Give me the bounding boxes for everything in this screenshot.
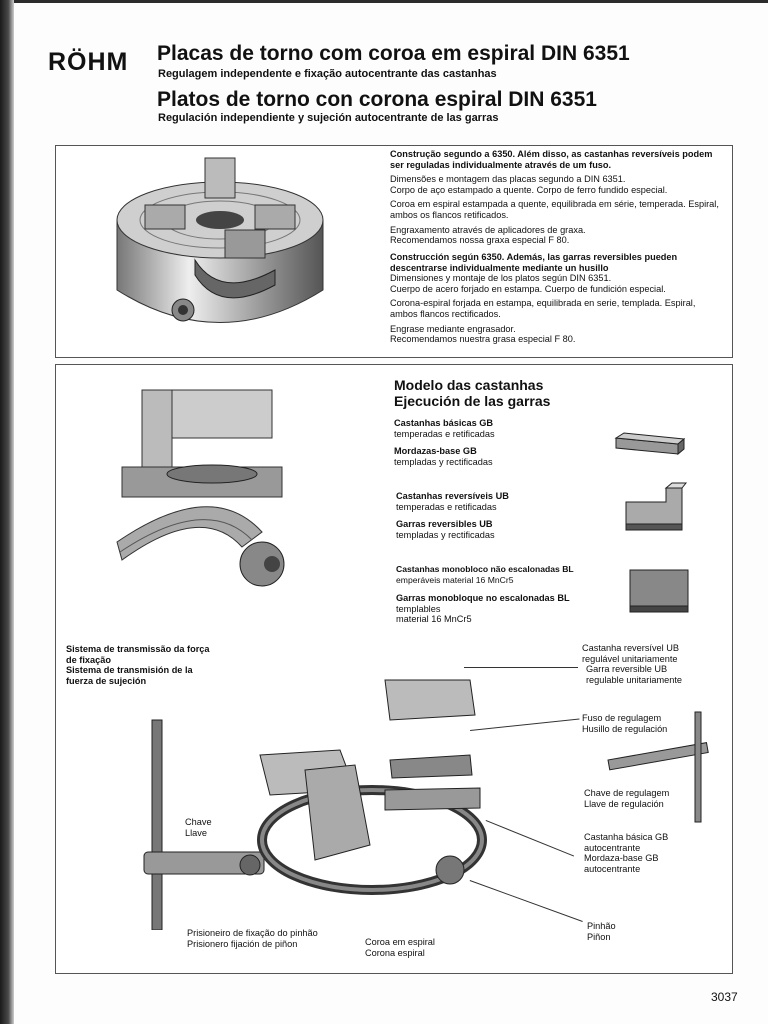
callout-gb-es: Mordaza-base GB xyxy=(584,853,659,864)
callout-chave-reg-es: Llave de regulación xyxy=(584,798,664,809)
transmission-system-label-pt: Sistema de transmissão da força de fixação xyxy=(66,644,210,665)
jaw-bl-pt-name: Castanhas monobloco não escalonadas BL xyxy=(396,564,574,574)
description-es xyxy=(390,252,725,345)
jaw-models-heading xyxy=(394,377,550,409)
description-pt-p5: Recomendamos nossa graxa especial F 80. xyxy=(390,235,570,246)
page-title-pt: Placas de torno com coroa em espiral DIN 6351 xyxy=(157,42,630,65)
description-es-lead: Construcción según 6350. Además, las garras reversibles pueden descentrarse individualmente mediante un husillo xyxy=(390,252,678,273)
jaw-gb-thumbnail xyxy=(612,430,688,460)
callout-base-jaw xyxy=(584,832,714,874)
callout-ub-es-sub: regulable unitariamente xyxy=(586,674,683,685)
description-pt-p2: Corpo de aço estampado a quente. Corpo de ferro fundido especial. xyxy=(390,184,668,195)
rohm-logo: RÖHM xyxy=(48,48,129,76)
jaw-gb-es-desc: templadas y rectificadas xyxy=(394,456,493,467)
top-edge-line xyxy=(14,0,768,3)
callout-chave-es: Llave xyxy=(185,827,207,838)
callout-ub-es: Garra reversible UB xyxy=(586,664,668,675)
callout-fuso-pt: Fuso de regulagem xyxy=(582,713,662,723)
jaw-bl-es-desc: templables xyxy=(396,603,441,614)
jaw-gb-pt-name: Castanhas básicas GB xyxy=(394,418,494,428)
jaw-ub-pt xyxy=(396,491,616,512)
callout-reversible-jaw xyxy=(582,643,732,685)
jaw-bl-thumbnail xyxy=(626,566,692,616)
callout-pinhao-es: Piñon xyxy=(587,931,611,942)
jaw-ub-es xyxy=(396,519,616,540)
description-pt-lead: Construção segundo a 6350. Além disso, as castanhas reversíveis podem ser reguladas individualmente através de um fuso. xyxy=(390,149,713,170)
jaw-gb-pt xyxy=(394,418,614,439)
callout-chave-pt: Chave xyxy=(185,817,212,827)
callout-chave-reg-pt: Chave de regulagem xyxy=(584,788,670,798)
callout-pin-pt: Prisioneiro de fixação do pinhão xyxy=(187,928,318,938)
jaw-models-heading-pt: Modelo das castanhas xyxy=(394,377,544,393)
callout-ub-pt: Castanha reversível UB xyxy=(582,643,680,653)
callout-pinhao-pt: Pinhão xyxy=(587,921,616,931)
jaw-ub-pt-desc: temperadas e retificadas xyxy=(396,501,497,512)
jaw-bl-es-name: Garras monobloque no escalonadas BL xyxy=(396,593,570,603)
callout-adjusting-key xyxy=(584,788,714,809)
callout-fuso-es: Husillo de regulación xyxy=(582,723,668,734)
jaw-gb-pt-desc: temperadas e retificadas xyxy=(394,428,495,439)
jaw-gb-es xyxy=(394,446,614,467)
callout-adjusting-spindle xyxy=(582,713,712,734)
jaw-bl-pt xyxy=(396,564,621,585)
jaw-bl-es xyxy=(396,593,621,625)
callout-gb-pt-sub: autocentrante xyxy=(584,842,641,853)
callout-coroa-pt: Coroa em espiral xyxy=(365,937,435,947)
jaw-ub-thumbnail xyxy=(622,480,688,536)
description-es-p5: Recomendamos nuestra grasa especial F 80. xyxy=(390,334,576,345)
jaw-bl-pt-desc: emperáveis material 16 MnCr5 xyxy=(396,574,514,585)
description-pt xyxy=(390,149,725,246)
description-es-p1: Dimensiones y montaje de los platos según DIN 6351. xyxy=(390,273,612,284)
description-es-p2: Cuerpo de acero forjado en estampa. Cuerpo de fundición especial. xyxy=(390,283,666,294)
jaw-ub-pt-name: Castanhas reversíveis UB xyxy=(396,491,509,501)
page-subtitle-es: Regulación independiente y sujeción autocentrante de las garras xyxy=(158,112,499,124)
description-pt-p1: Dimensões e montagem das placas segundo a DIN 6351. xyxy=(390,174,626,185)
callout-ub-pt-sub: regulável unitariamente xyxy=(582,653,678,664)
jaw-models-heading-es: Ejecución de las garras xyxy=(394,393,551,409)
page-title-es: Platos de torno con corona espiral DIN 6351 xyxy=(157,88,597,111)
page-subtitle-pt: Regulagem independente e fixação autocentrante das castanhas xyxy=(158,68,497,80)
description-pt-p3: Coroa em espiral estampada a quente, equilibrada em série, temperada. Espiral, ambos os flancos retificados. xyxy=(390,199,719,220)
callout-gb-pt: Castanha básica GB xyxy=(584,832,669,842)
book-spine-shadow xyxy=(0,0,14,1024)
callout-pinion-screw xyxy=(187,928,357,949)
callout-pinion xyxy=(587,921,647,942)
callout-gb-es-sub: autocentrante xyxy=(584,863,641,874)
spiral-mechanism-illustration xyxy=(112,382,292,592)
callout-coroa-es: Corona espiral xyxy=(365,947,425,958)
chuck-illustration xyxy=(105,150,335,350)
jaw-ub-es-name: Garras reversibles UB xyxy=(396,519,493,529)
description-pt-p4: Engraxamento através de aplicadores de graxa. xyxy=(390,224,586,235)
jaw-ub-es-desc: templadas y rectificadas xyxy=(396,529,495,540)
description-es-p3: Corona-espiral forjada en estampa, equilibrada en serie, templada. Espiral, ambos flancos rectificados. xyxy=(390,298,696,319)
jaw-gb-es-name: Mordazas-base GB xyxy=(394,446,477,456)
callout-key xyxy=(185,817,245,838)
transmission-system-label-es: Sistema de transmisión de la fuerza de sujeción xyxy=(66,665,193,686)
callout-pin-es: Prisionero fijación de piñon xyxy=(187,938,298,949)
page-number: 3037 xyxy=(711,990,738,1004)
leader-line-ub xyxy=(464,667,578,668)
description-es-p4: Engrase mediante engrasador. xyxy=(390,323,516,334)
jaw-bl-es-desc2: material 16 MnCr5 xyxy=(396,614,472,625)
callout-spiral-ring xyxy=(365,937,475,958)
